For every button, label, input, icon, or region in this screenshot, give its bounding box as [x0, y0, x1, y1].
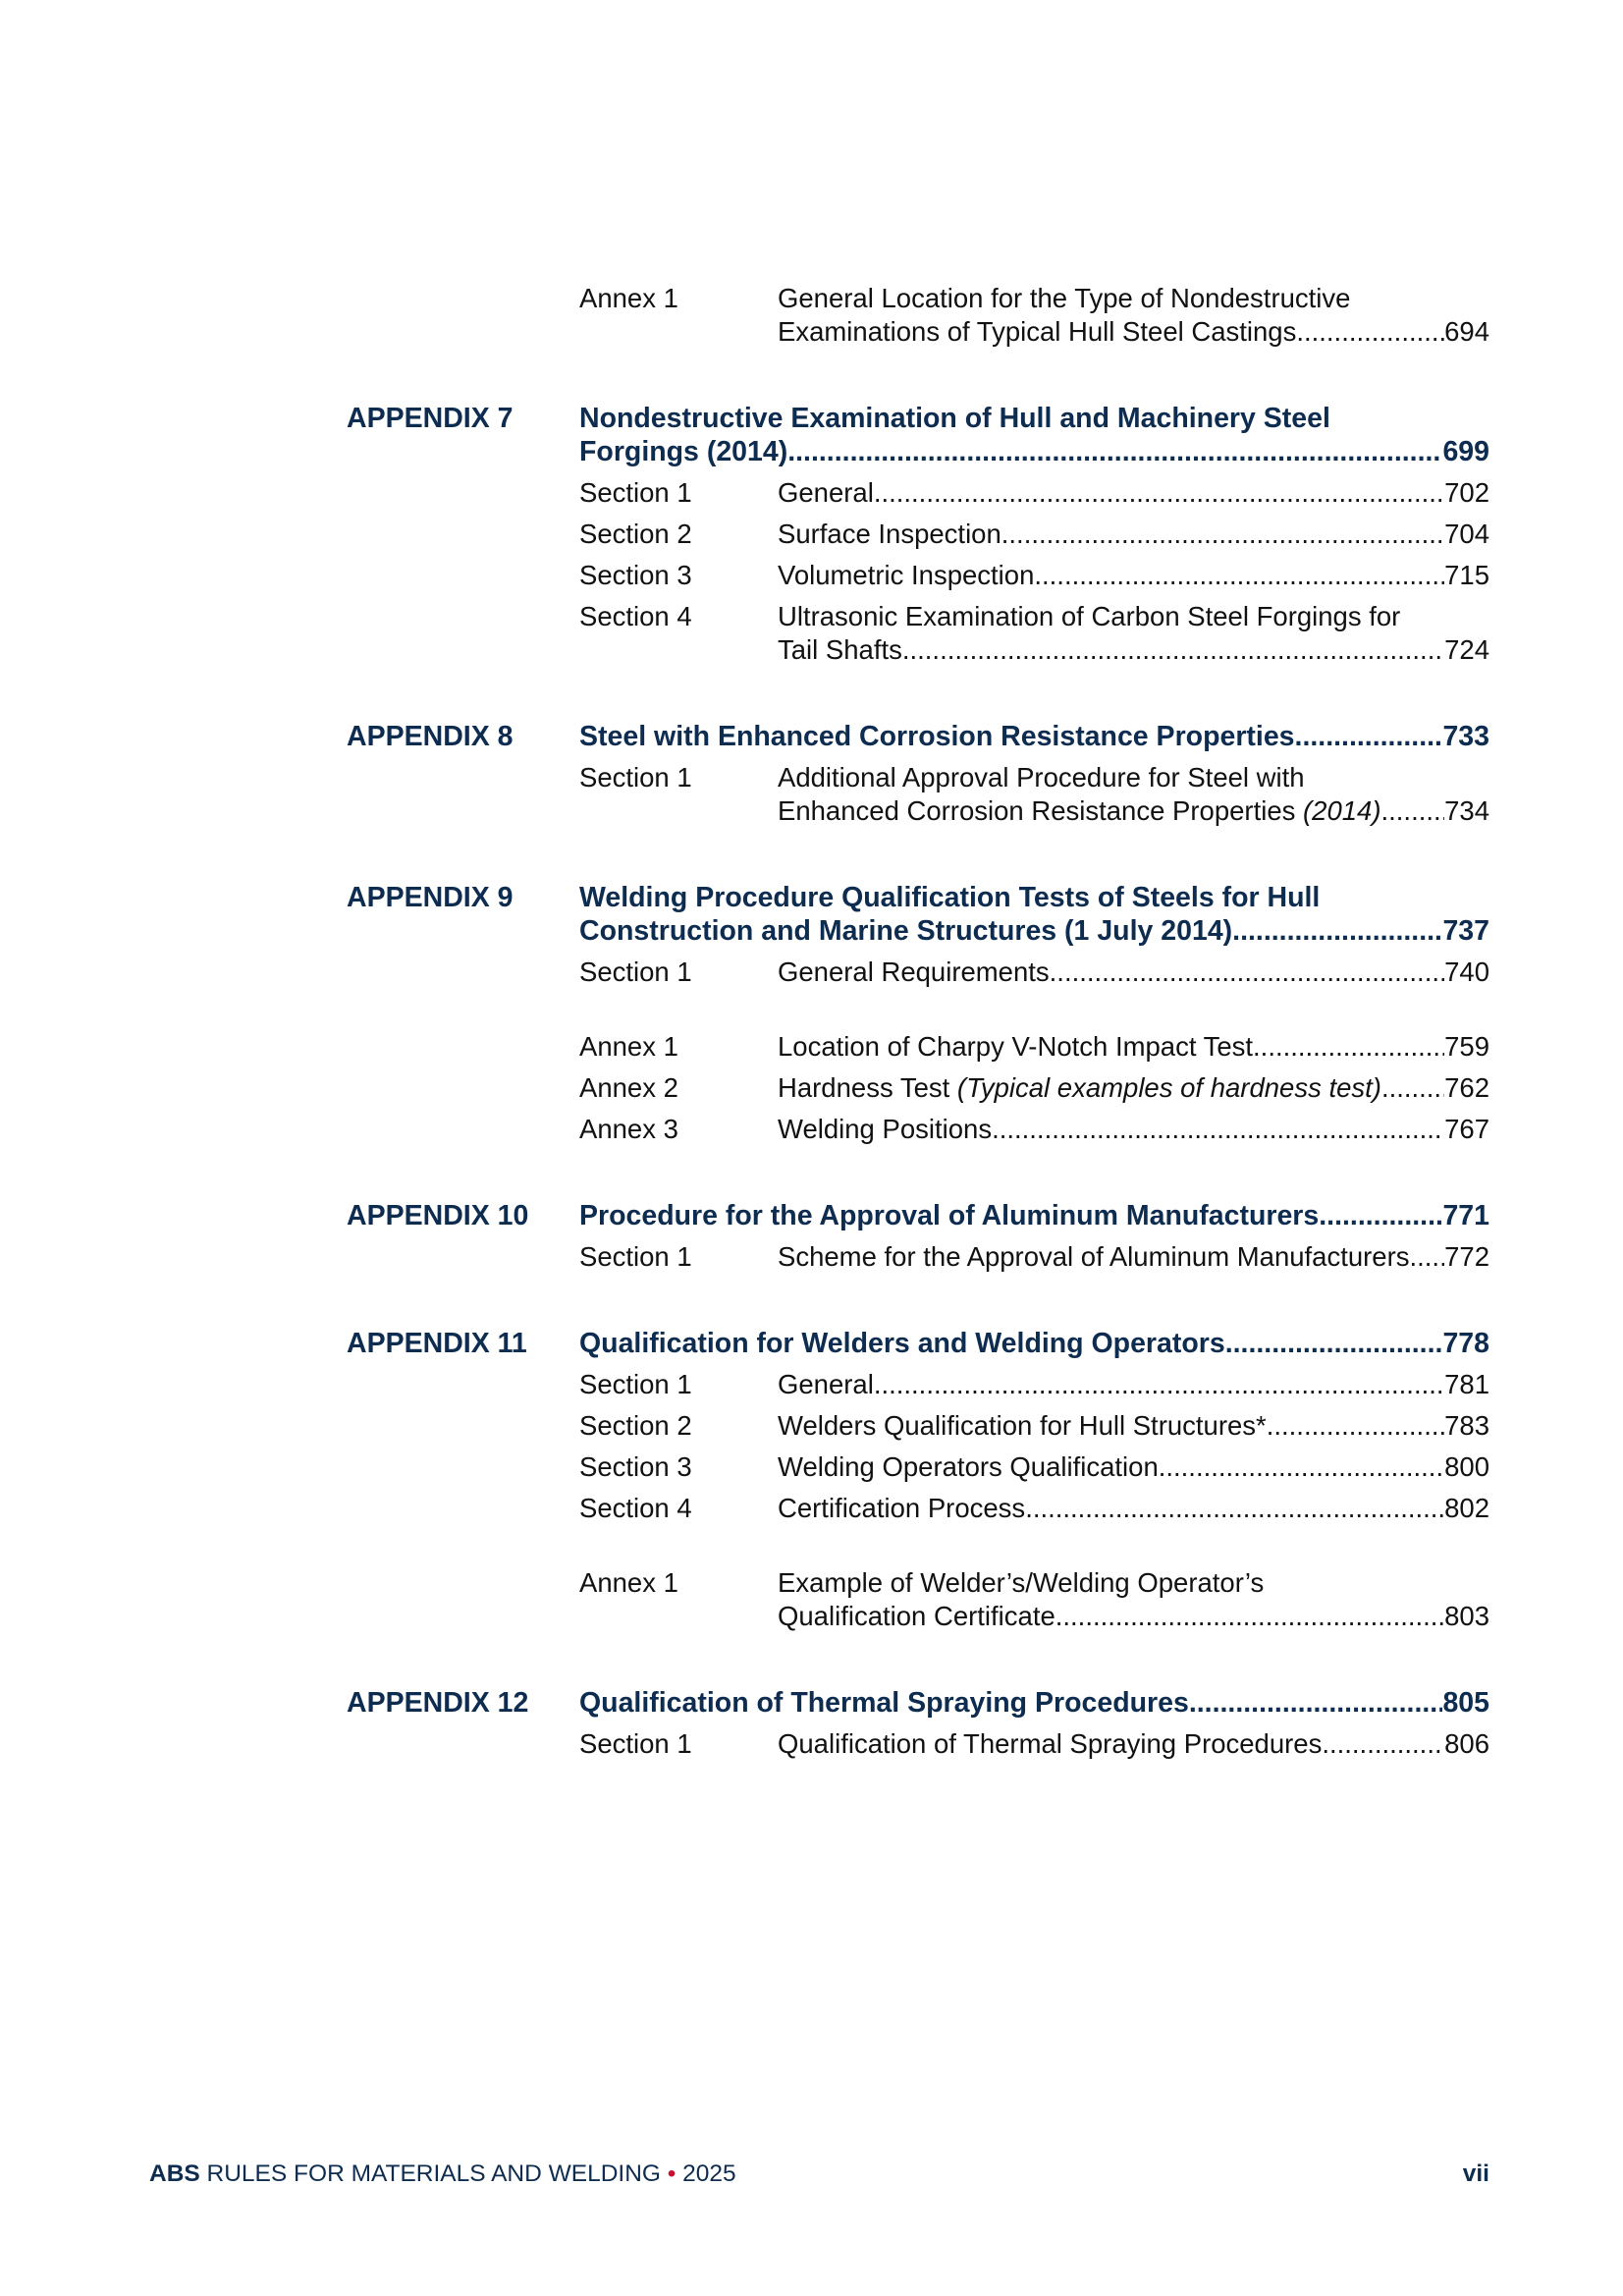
appendix-label: APPENDIX 7: [347, 403, 514, 434]
toc-entry[interactable]: [579, 476, 1489, 510]
footer-title: RULES FOR MATERIALS AND WELDING: [206, 2160, 661, 2187]
footer-year: 2025: [682, 2160, 736, 2187]
pre-annex-block: [347, 282, 1489, 349]
entry-title: Welding Operators Qualification: [778, 1451, 1159, 1482]
page-number: 805: [1442, 1687, 1489, 1719]
dot-leader: [874, 476, 1444, 510]
footer-page-number: vii: [1462, 2160, 1489, 2187]
entry-kind: Section 3: [579, 1451, 692, 1482]
entry-kind: Section 1: [579, 1369, 692, 1399]
entry-kind: Annex 1: [579, 1031, 678, 1062]
dot-leader: [1295, 720, 1443, 753]
entry-kind: Section 3: [579, 560, 692, 590]
toc-entry[interactable]: [579, 559, 1489, 592]
dot-leader: [874, 1368, 1444, 1401]
appendix-10: [347, 1199, 1489, 1274]
entry-title: General Requirements: [778, 957, 1050, 987]
page-number: 699: [1442, 436, 1489, 467]
toc-entry[interactable]: [579, 600, 1489, 667]
entry-title: Tail Shafts: [778, 634, 902, 665]
appendix-label: APPENDIX 12: [347, 1687, 529, 1719]
page-number: 734: [1444, 795, 1489, 826]
entry-kind: Annex 3: [579, 1114, 678, 1144]
page-number: 783: [1444, 1410, 1489, 1441]
dot-leader: [1232, 914, 1442, 948]
page-number: 702: [1444, 477, 1489, 508]
appendix-title[interactable]: [579, 1199, 1489, 1232]
appendix-label: APPENDIX 8: [347, 721, 514, 752]
dot-leader: [992, 1113, 1444, 1146]
dot-leader: [1055, 1600, 1444, 1633]
appendix-title-text: Qualification of Thermal Spraying Procedures: [579, 1687, 1189, 1719]
page-number: 704: [1444, 519, 1489, 549]
entry-kind: Section 1: [579, 1241, 692, 1272]
page-number: 781: [1444, 1369, 1489, 1399]
dot-leader: [1381, 794, 1445, 828]
appendix-9: [347, 881, 1489, 1146]
page-number: 772: [1444, 1241, 1489, 1272]
toc-entry[interactable]: [579, 1409, 1489, 1443]
entry-title-line1: Example of Welder’s/Welding Operator’s: [778, 1567, 1265, 1598]
appendix-label: APPENDIX 11: [347, 1328, 527, 1359]
toc-entry[interactable]: [579, 1368, 1489, 1401]
entry-kind: Section 4: [579, 601, 692, 631]
toc-entry[interactable]: [579, 1113, 1489, 1146]
entry-kind: Section 2: [579, 519, 692, 549]
entry-kind: Section 1: [579, 1728, 692, 1759]
page-number: 767: [1444, 1114, 1489, 1144]
entry-title: Volumetric Inspection: [778, 560, 1035, 590]
entry-kind: Annex 1: [579, 1567, 678, 1598]
appendix-title-text: Procedure for the Approval of Aluminum Manufacturers: [579, 1200, 1320, 1231]
dot-leader: [1267, 1409, 1444, 1443]
page-number: 694: [1444, 316, 1489, 347]
toc-entry[interactable]: [579, 1240, 1489, 1274]
entry-title: Hardness Test: [778, 1072, 950, 1103]
dot-leader: [1159, 1450, 1444, 1484]
appendix-7: [347, 402, 1489, 667]
toc-entry[interactable]: [579, 1566, 1489, 1633]
entry-kind: Section 1: [579, 762, 692, 793]
entry-kind: Section 4: [579, 1493, 692, 1523]
entry-title: Scheme for the Approval of Aluminum Manufacturers: [778, 1241, 1410, 1272]
page-number: 778: [1442, 1328, 1489, 1359]
appendix-title-line2: Construction and Marine Structures (1 July 2014): [579, 915, 1233, 947]
entry-kind: Section 2: [579, 1410, 692, 1441]
dot-leader: [1034, 559, 1444, 592]
appendix-title-text: Steel with Enhanced Corrosion Resistance Properties: [579, 721, 1295, 752]
appendix-title-line1: Nondestructive Examination of Hull and Machinery Steel: [579, 403, 1330, 434]
toc-entry[interactable]: [579, 956, 1489, 989]
page-number: 803: [1444, 1601, 1489, 1631]
toc-entry[interactable]: [579, 1030, 1489, 1064]
toc-entry[interactable]: [579, 761, 1489, 828]
appendix-title[interactable]: [579, 881, 1489, 948]
table-of-contents: [347, 282, 1489, 1761]
entry-title: Certification Process: [778, 1493, 1026, 1523]
entry-title-line1: Ultrasonic Examination of Carbon Steel Forgings for: [778, 601, 1401, 631]
toc-entry[interactable]: [579, 518, 1489, 551]
dot-leader: [902, 633, 1444, 667]
appendix-11: [347, 1327, 1489, 1633]
dot-leader: [1381, 1071, 1444, 1105]
appendix-title[interactable]: [579, 402, 1489, 468]
toc-entry[interactable]: [579, 282, 1489, 349]
entry-title-italic: (Typical examples of hardness test): [956, 1072, 1381, 1103]
appendix-label: APPENDIX 9: [347, 882, 514, 913]
footer-publication: [149, 2160, 736, 2188]
dot-leader: [1001, 518, 1444, 551]
dot-leader: [1050, 956, 1444, 989]
dot-leader: [1189, 1686, 1443, 1720]
appendix-title-text: Qualification for Welders and Welding Operators: [579, 1328, 1225, 1359]
entry-title: Welding Positions: [778, 1114, 993, 1144]
entry-title: Welders Qualification for Hull Structures*: [778, 1410, 1267, 1441]
dot-leader: [1025, 1492, 1444, 1525]
entry-title: Surface Inspection: [778, 519, 1001, 549]
appendix-title-line1: Welding Procedure Qualification Tests of Steels for Hull: [579, 882, 1321, 913]
appendix-12: [347, 1686, 1489, 1761]
toc-entry[interactable]: [579, 1727, 1489, 1761]
page-footer: [149, 2160, 1489, 2188]
page-number: 762: [1444, 1072, 1489, 1103]
toc-entry[interactable]: [579, 1450, 1489, 1484]
dot-leader: [1296, 315, 1444, 349]
entry-title: Qualification of Thermal Spraying Procedures: [778, 1728, 1323, 1759]
appendix-label: APPENDIX 10: [347, 1200, 529, 1231]
appendix-8: [347, 720, 1489, 828]
page-number: 759: [1444, 1031, 1489, 1062]
entry-kind: Annex 1: [579, 283, 678, 313]
page-number: 737: [1442, 915, 1489, 947]
entry-title-line1: General Location for the Type of Nondestructive: [778, 283, 1351, 313]
entry-title-line1: Additional Approval Procedure for Steel with: [778, 762, 1305, 793]
entry-title: General: [778, 477, 874, 508]
entry-title: Enhanced Corrosion Resistance Properties: [778, 795, 1296, 826]
footer-separator: •: [667, 2160, 676, 2187]
appendix-title[interactable]: [579, 1686, 1489, 1720]
footer-brand: ABS: [149, 2160, 200, 2187]
page-number: 771: [1442, 1200, 1489, 1231]
page-number: 724: [1444, 634, 1489, 665]
dot-leader: [1253, 1030, 1444, 1064]
page-number: 802: [1444, 1493, 1489, 1523]
appendix-title[interactable]: [579, 720, 1489, 753]
dot-leader: [1319, 1199, 1442, 1232]
page-number: 733: [1442, 721, 1489, 752]
appendix-title-line2: Forgings (2014): [579, 436, 788, 467]
dot-leader: [1322, 1727, 1444, 1761]
page-number: 715: [1444, 560, 1489, 590]
page-number: 806: [1444, 1728, 1489, 1759]
page-number: 800: [1444, 1451, 1489, 1482]
entry-kind: Annex 2: [579, 1072, 678, 1103]
entry-title: General: [778, 1369, 874, 1399]
entry-title-italic: (2014): [1303, 795, 1381, 826]
entry-kind: Section 1: [579, 957, 692, 987]
entry-title: Location of Charpy V-Notch Impact Test: [778, 1031, 1254, 1062]
appendix-title[interactable]: [579, 1327, 1489, 1360]
entry-kind: Section 1: [579, 477, 692, 508]
entry-title: Qualification Certificate: [778, 1601, 1055, 1631]
toc-entry[interactable]: [579, 1071, 1489, 1105]
dot-leader: [1410, 1240, 1445, 1274]
page-number: 740: [1444, 957, 1489, 987]
dot-leader: [787, 435, 1442, 468]
dot-leader: [1225, 1327, 1443, 1360]
toc-entry[interactable]: [579, 1492, 1489, 1525]
entry-title: Examinations of Typical Hull Steel Castings: [778, 316, 1297, 347]
